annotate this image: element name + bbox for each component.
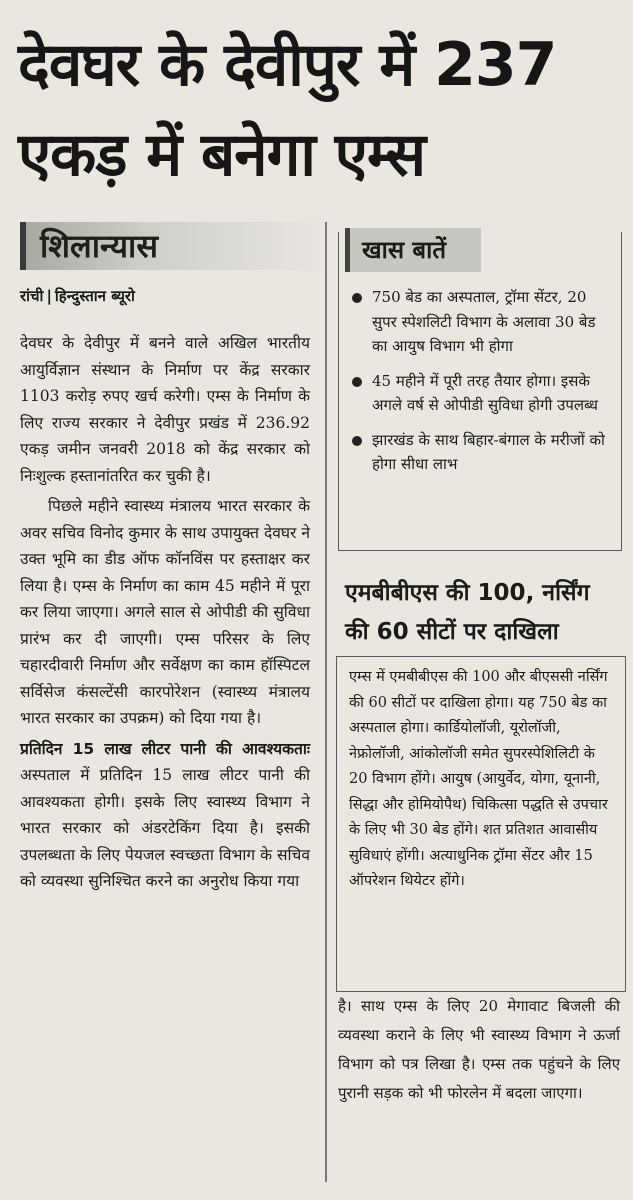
key-point-item <box>350 369 612 418</box>
key-points-list <box>350 285 612 487</box>
tag-accent-bar <box>20 222 26 270</box>
article-paragraph-2: पिछले महीने स्वास्थ्य मंत्रालय भारत सरकार के अवर सचिव विनोद कुमार के साथ उपायुक्त देवघर ने उक्त भूमि का डीड ऑफ कॉनविंस पर हस्ताक्षर कर लिया है। एम्स के निर्माण का काम 45 महीने में पूरा कर लिया जाएगा। अगले साल से ओपीडी की सुविधा प्रारंभ कर दी जाएगी। एम्स परिसर के लिए चहारदीवारी निर्माण और सर्वेक्षण का काम हॉस्पिटल सर्विसेज कंसल्टेंसी कारपोरेशन (स्वास्थ्य मंत्रालय भारत सरकार का उपक्रम) को दिया गया है। <box>20 497 310 727</box>
key-point-item <box>350 285 612 359</box>
article-paragraph-1: देवघर के देवीपुर में बनने वाले अखिल भारतीय आयुर्विज्ञान संस्थान के निर्माण पर केंद्र सरकार 1103 करोड़ रुपए खर्च करेगी। एम्स के निर्माण के लिए राज्य सरकार ने देवीपुर प्रखंड में 236.92 एकड़ जमीन जनवरी 2018 को केंद्र सरकार को निःशुल्क हस्तानांतरित कर चुकी है। <box>20 334 310 485</box>
bullet-icon <box>352 436 362 446</box>
bullet-icon <box>352 293 362 303</box>
dateline-separator: | <box>46 287 52 305</box>
sub-story-headline: एमबीबीएस की 100, नर्सिंग की 60 सीटों पर दाखिला <box>345 580 590 645</box>
section-tag-label: शिलान्यास <box>40 227 158 265</box>
headline: देवघर के देवीपुर में 237 एकड़ में बनेगा एम्स <box>18 30 557 190</box>
section-tag <box>20 222 326 270</box>
key-points-title: खास बातें <box>345 228 481 272</box>
key-point-text: झारखंड के साथ बिहार-बंगाल के मरीजों को होगा सीधा लाभ <box>372 430 605 473</box>
dateline-place: रांची <box>20 287 44 305</box>
column-divider <box>325 222 327 1182</box>
water-subheading: प्रतिदिन 15 लाख लीटर पानी की आवश्यकताः <box>20 739 310 758</box>
key-point-text: 45 महीने में पूरी तरह तैयार होगा। इसके अगले वर्ष से ओपीडी सुविधा होगी उपलब्ध <box>372 371 598 414</box>
sub-story-box: एम्स में एमबीबीएस की 100 और बीएससी नर्सिंग की 60 सीटों पर दाखिला होगा। यह 750 बेड का अस्पताल होगा। कार्डियोलॉजी, यूरोलॉजी, नेफ्रोलॉजी, आंकोलॉजी समेत सुपरस्पेशिलिटी के 20 विभाग होंगे। आयुष (आयुर्वेद, योगा, यूनानी, सिद्धा और होमियोपैथ) चिकित्सा पद्धति से उपचार के लिए भी 30 बेड होंगे। शत प्रतिशत आवासीय सुविधाएं होंगी। अत्याधुनिक ट्रॉमा सेंटर और 15 ऑपरेशन थियेटर होंगे। <box>336 656 626 992</box>
dateline-bureau: हिन्दुस्तान ब्यूरो <box>54 287 135 305</box>
article-body <box>20 330 310 899</box>
key-point-text: 750 बेड का अस्पताल, ट्रॉमा सेंटर, 20 सुपर स्पेशलिटी विभाग के अलावा 30 बेड का आयुष विभाग भी होगा <box>372 288 596 355</box>
water-paragraph-text: अस्पताल में प्रतिदिन 15 लाख लीटर पानी की आवश्यकता होगी। इसके लिए स्वास्थ्य विभाग ने भारत सरकार को अंडरटेकिंग दिया है। इसकी उपलब्धता के लिए पेयजल स्वच्छता विभाग के सचिव को व्यवस्था सुनिश्चित करने का अनुरोध किया गया <box>20 766 310 890</box>
key-point-item <box>350 428 612 477</box>
article-paragraph-3 <box>20 736 310 895</box>
article-continuation: है। साथ एम्स के लिए 20 मेगावाट बिजली की व्यवस्था कराने के लिए भी स्वास्थ्य विभाग ने ऊर्जा विभाग को पत्र लिखा है। एम्स तक पहुंचने के लिए पुरानी सड़क को भी फोरलेन में बदला जाएगा। <box>338 997 620 1102</box>
dateline <box>20 286 135 306</box>
bullet-icon <box>352 377 362 387</box>
